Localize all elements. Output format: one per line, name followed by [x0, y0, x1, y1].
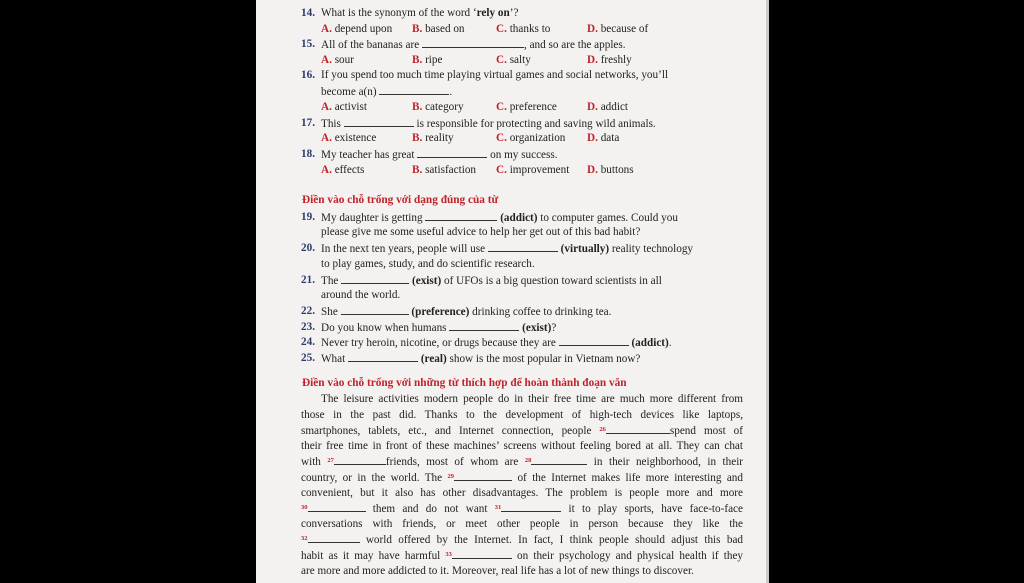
question-number: 22.	[301, 305, 315, 317]
passage-text: of the Internet makes life more interesting and	[517, 471, 743, 484]
section-heading-word-form: Điền vào chỗ trống với dạng đúng của từ	[302, 194, 499, 206]
passage-line	[301, 423, 743, 439]
option-letter: C.	[496, 54, 507, 66]
question-text-end: reality technology	[611, 243, 694, 255]
answer-blank[interactable]	[501, 501, 561, 512]
passage-text: smartphones, tablets, etc., and Internet connection, people	[301, 425, 592, 438]
option-text: data	[600, 132, 620, 144]
option-letter: A.	[321, 54, 332, 66]
answer-blank[interactable]	[344, 116, 414, 127]
option-text: category	[425, 101, 464, 113]
blank-number: 26	[599, 426, 606, 434]
passage-text: them and do not want	[372, 503, 488, 516]
blank-number: 31	[494, 504, 502, 512]
question-text-end: .	[668, 337, 672, 349]
worksheet-page	[256, 0, 768, 583]
option-letter: B.	[412, 54, 423, 66]
option-text: sour	[334, 54, 354, 66]
option-a[interactable]	[321, 53, 354, 67]
answer-blank[interactable]	[422, 37, 524, 48]
question-text: If you spend too much time playing virtual games and social networks, you’ll	[321, 69, 669, 81]
option-letter: D.	[587, 164, 598, 176]
option-text: based on	[425, 23, 465, 35]
word-hint: (preference)	[411, 306, 470, 318]
question-text: What is the synonym of the word ‘	[321, 7, 477, 19]
option-letter: D.	[587, 101, 598, 113]
question-text-end: on my success.	[490, 149, 558, 161]
passage-text: world offered by the Internet. In fact, I think people should adjust this bad	[365, 534, 743, 547]
option-letter: B.	[412, 101, 423, 113]
question-number: 24.	[301, 336, 315, 348]
option-b[interactable]	[412, 163, 476, 177]
option-c[interactable]	[496, 100, 557, 114]
option-text: addict	[600, 101, 629, 113]
option-d[interactable]	[587, 22, 648, 36]
option-letter: C.	[496, 164, 507, 176]
question-number: 14.	[301, 7, 315, 19]
option-b[interactable]	[412, 53, 442, 67]
reading-passage	[301, 392, 743, 579]
answer-blank[interactable]	[449, 320, 519, 331]
passage-line: conversations with friends, or meet other people in person because they like the	[301, 517, 743, 530]
answer-blank[interactable]	[417, 147, 487, 158]
question-text: around the world.	[321, 289, 401, 301]
option-b[interactable]	[412, 131, 454, 145]
option-text: activist	[334, 101, 367, 113]
answer-blank[interactable]	[341, 304, 409, 315]
option-text: thanks to	[509, 23, 551, 35]
question-text: In the next ten years, people will use	[321, 243, 486, 255]
answer-blank[interactable]	[308, 532, 360, 543]
question-number: 16.	[301, 69, 315, 81]
question-text: She	[321, 306, 338, 318]
option-letter: D.	[587, 132, 598, 144]
key-phrase: rely on	[476, 7, 510, 19]
question-text-end: ’?	[509, 7, 519, 19]
option-letter: D.	[587, 54, 598, 66]
option-letter: D.	[587, 23, 598, 35]
option-c[interactable]	[496, 131, 565, 145]
question-number: 17.	[301, 117, 315, 129]
passage-text: spend most of	[669, 425, 743, 438]
word-hint: (addict)	[631, 337, 669, 349]
option-a[interactable]	[321, 131, 376, 145]
option-letter: A.	[321, 164, 332, 176]
option-letter: B.	[412, 132, 423, 144]
blank-number: 30	[301, 504, 308, 512]
answer-blank[interactable]	[425, 210, 497, 221]
question-text: This	[321, 118, 341, 130]
option-text: organization	[509, 132, 566, 144]
question-text: My daughter is getting	[321, 212, 423, 224]
passage-text: on their psychology and physical health if they	[517, 549, 744, 562]
option-text: buttons	[600, 164, 634, 176]
passage-text: country, or in the world. The	[301, 471, 443, 484]
option-c[interactable]	[496, 22, 550, 36]
passage-line	[301, 548, 743, 564]
question-text-end: ?	[551, 322, 557, 334]
option-d[interactable]	[587, 131, 619, 145]
question-number: 19.	[301, 211, 315, 223]
passage-line	[301, 454, 743, 470]
option-letter: A.	[321, 132, 332, 144]
question-text-end: to computer games. Could you	[540, 212, 678, 224]
option-letter: C.	[496, 23, 507, 35]
blank-number: 32	[301, 535, 308, 543]
passage-text: friends, most of whom are	[385, 456, 519, 469]
question-text: become a(n)	[321, 86, 377, 98]
option-text: improvement	[509, 164, 570, 176]
question-text: My teacher has great	[321, 149, 415, 161]
option-letter: C.	[496, 101, 507, 113]
word-hint: (real)	[420, 353, 447, 365]
question-text: What	[321, 353, 346, 365]
option-text: ripe	[425, 54, 443, 66]
passage-text: with	[301, 456, 321, 469]
answer-blank[interactable]	[334, 454, 386, 465]
option-d[interactable]	[587, 53, 632, 67]
option-letter: C.	[496, 132, 507, 144]
word-hint: (exist)	[522, 322, 552, 334]
answer-blank[interactable]	[348, 351, 418, 362]
answer-blank[interactable]	[531, 454, 587, 465]
answer-blank[interactable]	[308, 501, 366, 512]
option-text: reality	[425, 132, 454, 144]
question-number: 20.	[301, 242, 315, 254]
option-letter: A.	[321, 101, 332, 113]
question-text-end: drinking coffee to drinking tea.	[472, 306, 612, 318]
answer-blank[interactable]	[559, 335, 629, 346]
option-text: satisfaction	[425, 164, 477, 176]
option-d[interactable]	[587, 163, 634, 177]
question-text: Do you know when humans	[321, 322, 447, 334]
answer-blank[interactable]	[452, 548, 512, 559]
passage-line: are more and more addicted to it. Moreover, real life has a lot of new things to discover.	[301, 564, 694, 577]
option-a[interactable]	[321, 100, 367, 114]
blank-number: 28	[524, 457, 532, 465]
question-text: All of the bananas are	[321, 39, 420, 51]
passage-line	[301, 501, 743, 517]
question-text-end: of UFOs is a big question toward scientists in all	[444, 275, 662, 287]
question-text: Never try heroin, nicotine, or drugs because they are	[321, 337, 556, 349]
answer-blank[interactable]	[454, 470, 512, 481]
question-text: to play games, study, and do scientific research.	[321, 258, 535, 270]
option-text: preference	[509, 101, 557, 113]
question-number: 23.	[301, 321, 315, 333]
option-letter: A.	[321, 23, 332, 35]
passage-text: habit as it may have harmful	[301, 549, 441, 562]
option-text: because of	[600, 23, 649, 35]
option-letter: B.	[412, 23, 423, 35]
question-text: The	[321, 275, 339, 287]
answer-blank[interactable]	[379, 84, 449, 95]
answer-blank[interactable]	[341, 273, 409, 284]
option-c[interactable]	[496, 53, 531, 67]
word-hint: (exist)	[412, 275, 442, 287]
question-text-end: , and so are the apples.	[523, 39, 626, 51]
passage-line	[301, 532, 743, 548]
option-text: salty	[509, 54, 531, 66]
question-text: please give me some useful advice to help her get out of this bad habit?	[321, 226, 641, 238]
passage-line: The leisure activities modern people do in their free time are much more different from	[321, 393, 743, 405]
question-text-end: .	[449, 86, 453, 98]
option-text: freshly	[600, 54, 632, 66]
blank-number: 33	[445, 550, 452, 558]
option-text: existence	[334, 132, 377, 144]
word-hint: (virtually)	[560, 243, 610, 255]
section-heading-passage: Điền vào chỗ trống với những từ thích hợp để hoàn thành đoạn văn	[302, 377, 627, 389]
option-b[interactable]	[412, 22, 465, 36]
passage-line: those in the past did. Thanks to the development of high-tech devices like laptops,	[301, 408, 743, 421]
page-edge	[766, 0, 769, 583]
question-text-end: is responsible for protecting and saving wild animals.	[416, 118, 656, 130]
option-d[interactable]	[587, 100, 628, 114]
option-b[interactable]	[412, 100, 464, 114]
passage-line: their free time in front of these machines’ screens without feeling bored at all. They can chat	[301, 439, 743, 452]
passage-line	[301, 470, 743, 486]
question-number: 15.	[301, 38, 315, 50]
blank-number: 29	[447, 472, 455, 480]
option-a[interactable]	[321, 22, 392, 36]
question-number: 21.	[301, 274, 315, 286]
answer-blank[interactable]	[488, 241, 558, 252]
word-hint: (addict)	[500, 212, 538, 224]
option-letter: B.	[412, 164, 423, 176]
option-c[interactable]	[496, 163, 569, 177]
option-text: depend upon	[334, 23, 393, 35]
answer-blank[interactable]	[606, 423, 670, 434]
passage-text: in their neighborhood, in their	[593, 456, 744, 469]
option-text: effects	[334, 164, 365, 176]
question-number: 18.	[301, 148, 315, 160]
blank-number: 27	[327, 457, 334, 465]
question-number: 25.	[301, 352, 315, 364]
option-a[interactable]	[321, 163, 364, 177]
passage-text: it to play sports, have face-to-face	[568, 503, 743, 516]
question-text-end: show is the most popular in Vietnam now?	[449, 353, 641, 365]
passage-line: convenient, but it also has other disadvantages. The problem is people more and more	[301, 486, 743, 499]
